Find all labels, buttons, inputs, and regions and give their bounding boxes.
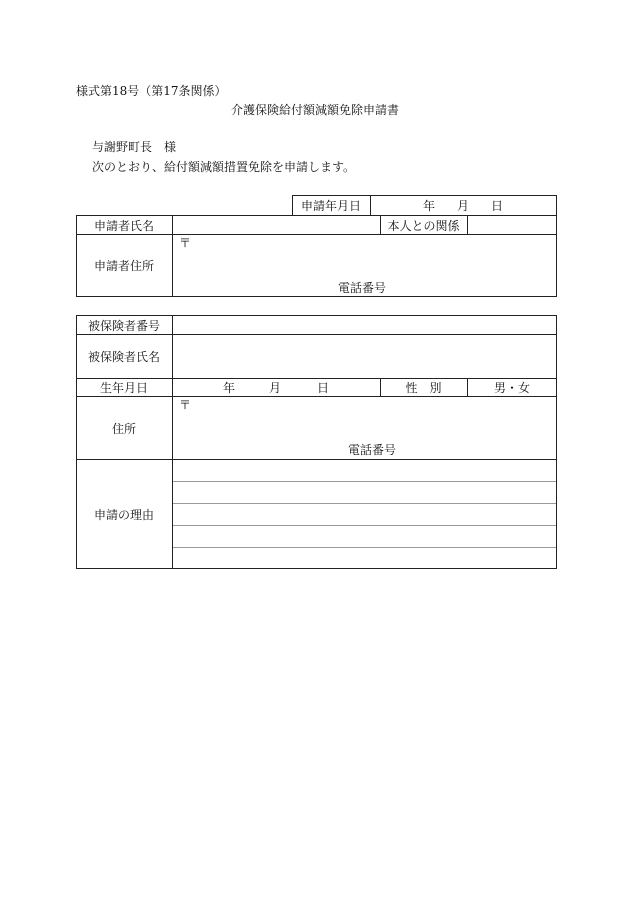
birth-month-label: 月 — [268, 381, 281, 395]
reason-line[interactable] — [174, 527, 555, 546]
insured-number-label: 被保険者番号 — [87, 318, 160, 333]
addressee: 与謝野町長 様 — [92, 140, 177, 154]
reason-label: 申請の理由 — [93, 507, 154, 522]
applicant-address-field[interactable] — [174, 236, 555, 280]
form-title: 介護保険給付額減額免除申請書 — [230, 103, 399, 117]
application-month-label: 月 — [456, 199, 469, 213]
reason-line[interactable] — [174, 505, 555, 524]
insured-address-field[interactable] — [174, 398, 555, 440]
reason-line[interactable] — [174, 549, 555, 568]
intro-text: 次のとおり、給付額減額措置免除を申請します。 — [92, 160, 356, 174]
insured-name-field[interactable] — [174, 336, 555, 377]
applicant-name-field[interactable] — [174, 217, 378, 233]
relationship-label: 本人との関係 — [387, 218, 460, 233]
applicant-address-label: 申請者住所 — [93, 259, 154, 273]
gender-label: 性 別 — [405, 381, 442, 395]
reason-line[interactable] — [174, 461, 555, 480]
insured-phone-label: 電話番号 — [348, 443, 397, 457]
applicant-phone-label: 電話番号 — [338, 281, 387, 295]
applicant-name-label: 申請者氏名 — [93, 218, 154, 233]
reason-line[interactable] — [174, 483, 555, 502]
birth-date-label: 生年月日 — [99, 381, 148, 395]
application-date-field[interactable] — [373, 197, 555, 214]
insured-number-field[interactable] — [174, 317, 555, 333]
relationship-field[interactable] — [469, 217, 555, 233]
gender-options[interactable]: 男・女 — [493, 381, 530, 395]
form-number: 様式第18号（第17条関係） — [76, 84, 227, 98]
insured-postal-mark: 〒 — [179, 398, 192, 412]
birth-day-label: 日 — [316, 381, 329, 395]
application-date-label: 申請年月日 — [300, 199, 361, 213]
postal-mark: 〒 — [179, 236, 192, 250]
insured-address-label: 住所 — [111, 421, 136, 436]
birth-date-field[interactable] — [174, 380, 378, 395]
application-year-label: 年 — [422, 199, 435, 213]
birth-year-label: 年 — [222, 381, 235, 395]
application-day-label: 日 — [490, 199, 503, 213]
insured-name-label: 被保険者氏名 — [87, 350, 160, 364]
